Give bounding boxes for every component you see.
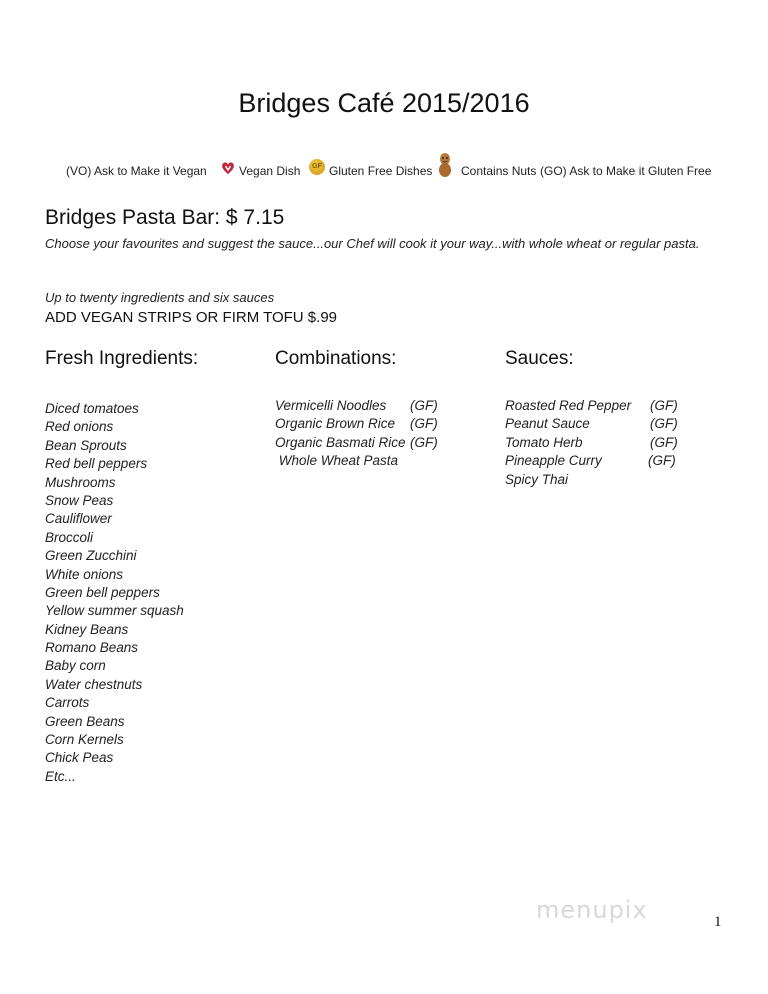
- list-item: Corn Kernels: [45, 732, 124, 748]
- legend-go: (GO) Ask to Make it Gluten Free: [540, 164, 712, 178]
- peanut-icon: [437, 152, 453, 178]
- list-item: Etc...: [45, 768, 76, 784]
- list-item: Water chestnuts: [45, 676, 143, 692]
- list-item: Bean Sprouts: [45, 437, 127, 453]
- fresh-ingredients-heading: Fresh Ingredients:: [45, 348, 199, 369]
- gf-tag: (GF): [648, 453, 676, 469]
- list-item: Carrots: [45, 695, 90, 711]
- sauce-name: Peanut Sauce: [505, 416, 590, 432]
- gluten-free-icon: GF: [309, 159, 325, 175]
- list-item: Red onions: [45, 419, 114, 435]
- sauces-heading: Sauces:: [505, 348, 574, 369]
- gf-tag: (GF): [410, 434, 438, 450]
- list-item: Yellow summer squash: [45, 603, 184, 619]
- list-item: Romano Beans: [45, 640, 139, 656]
- list-item: Green bell peppers: [45, 584, 160, 600]
- add-vegan-option: ADD VEGAN STRIPS OR FIRM TOFU $.99: [45, 309, 338, 326]
- list-item: [505, 434, 705, 452]
- legend-contains-nuts: Contains Nuts: [461, 164, 537, 178]
- list-item: [505, 471, 705, 489]
- combination-name: Vermicelli Noodles: [275, 398, 387, 413]
- sauce-name: Spicy Thai: [505, 471, 569, 487]
- list-item: Broccoli: [45, 529, 94, 545]
- list-item: [505, 452, 705, 470]
- list-item: Mushrooms: [45, 474, 116, 490]
- legend-vegan-dish: Vegan Dish: [239, 164, 301, 178]
- page-number: 1: [714, 914, 722, 930]
- combination-name: Organic Basmati Rice: [275, 434, 406, 450]
- page-title: Bridges Café 2015/2016: [238, 88, 530, 118]
- fresh-ingredients-list: [45, 400, 184, 786]
- combinations-list: [275, 397, 475, 471]
- gf-tag: (GF): [650, 416, 678, 432]
- combination-name: Whole Wheat Pasta: [275, 453, 399, 469]
- list-item: [505, 415, 705, 433]
- legend-gluten-free: Gluten Free Dishes: [329, 164, 433, 178]
- combinations-heading: Combinations:: [275, 348, 397, 369]
- sauces-list: [505, 397, 705, 489]
- combination-name: Organic Brown Rice: [275, 416, 396, 432]
- list-item: [275, 415, 475, 433]
- legend: [0, 160, 768, 184]
- sauce-name: Tomato Herb: [505, 434, 583, 450]
- pasta-bar-heading: Bridges Pasta Bar: $ 7.15: [45, 206, 285, 229]
- gf-tag: (GF): [410, 416, 438, 432]
- list-item: Red bell peppers: [45, 456, 148, 472]
- vegan-heart-icon: [220, 160, 236, 176]
- gf-tag: (GF): [410, 398, 438, 413]
- list-item: Green Beans: [45, 713, 125, 729]
- pasta-bar-limit: Up to twenty ingredients and six sauces: [45, 290, 275, 305]
- sauce-name: Pineapple Curry: [505, 453, 602, 469]
- list-item: Cauliflower: [45, 511, 112, 527]
- gf-tag: (GF): [650, 434, 678, 450]
- list-item: Kidney Beans: [45, 621, 129, 637]
- pasta-bar-description: Choose your favourites and suggest the sauce...our Chef will cook it your way...with whole wheat or regular pasta.: [45, 236, 700, 251]
- menupix-watermark: menupix: [536, 896, 648, 924]
- list-item: [275, 397, 475, 415]
- list-item: [505, 397, 705, 415]
- list-item: Green Zucchini: [45, 548, 137, 564]
- list-item: Baby corn: [45, 658, 106, 674]
- list-item: White onions: [45, 566, 124, 582]
- gf-tag: (GF): [650, 398, 678, 413]
- sauce-name: Roasted Red Pepper: [505, 398, 632, 413]
- legend-vo: (VO) Ask to Make it Vegan: [66, 164, 207, 178]
- list-item: Diced tomatoes: [45, 401, 139, 416]
- list-item: [275, 434, 475, 452]
- list-item: Chick Peas: [45, 750, 114, 766]
- list-item: Snow Peas: [45, 492, 114, 508]
- list-item: [275, 452, 475, 470]
